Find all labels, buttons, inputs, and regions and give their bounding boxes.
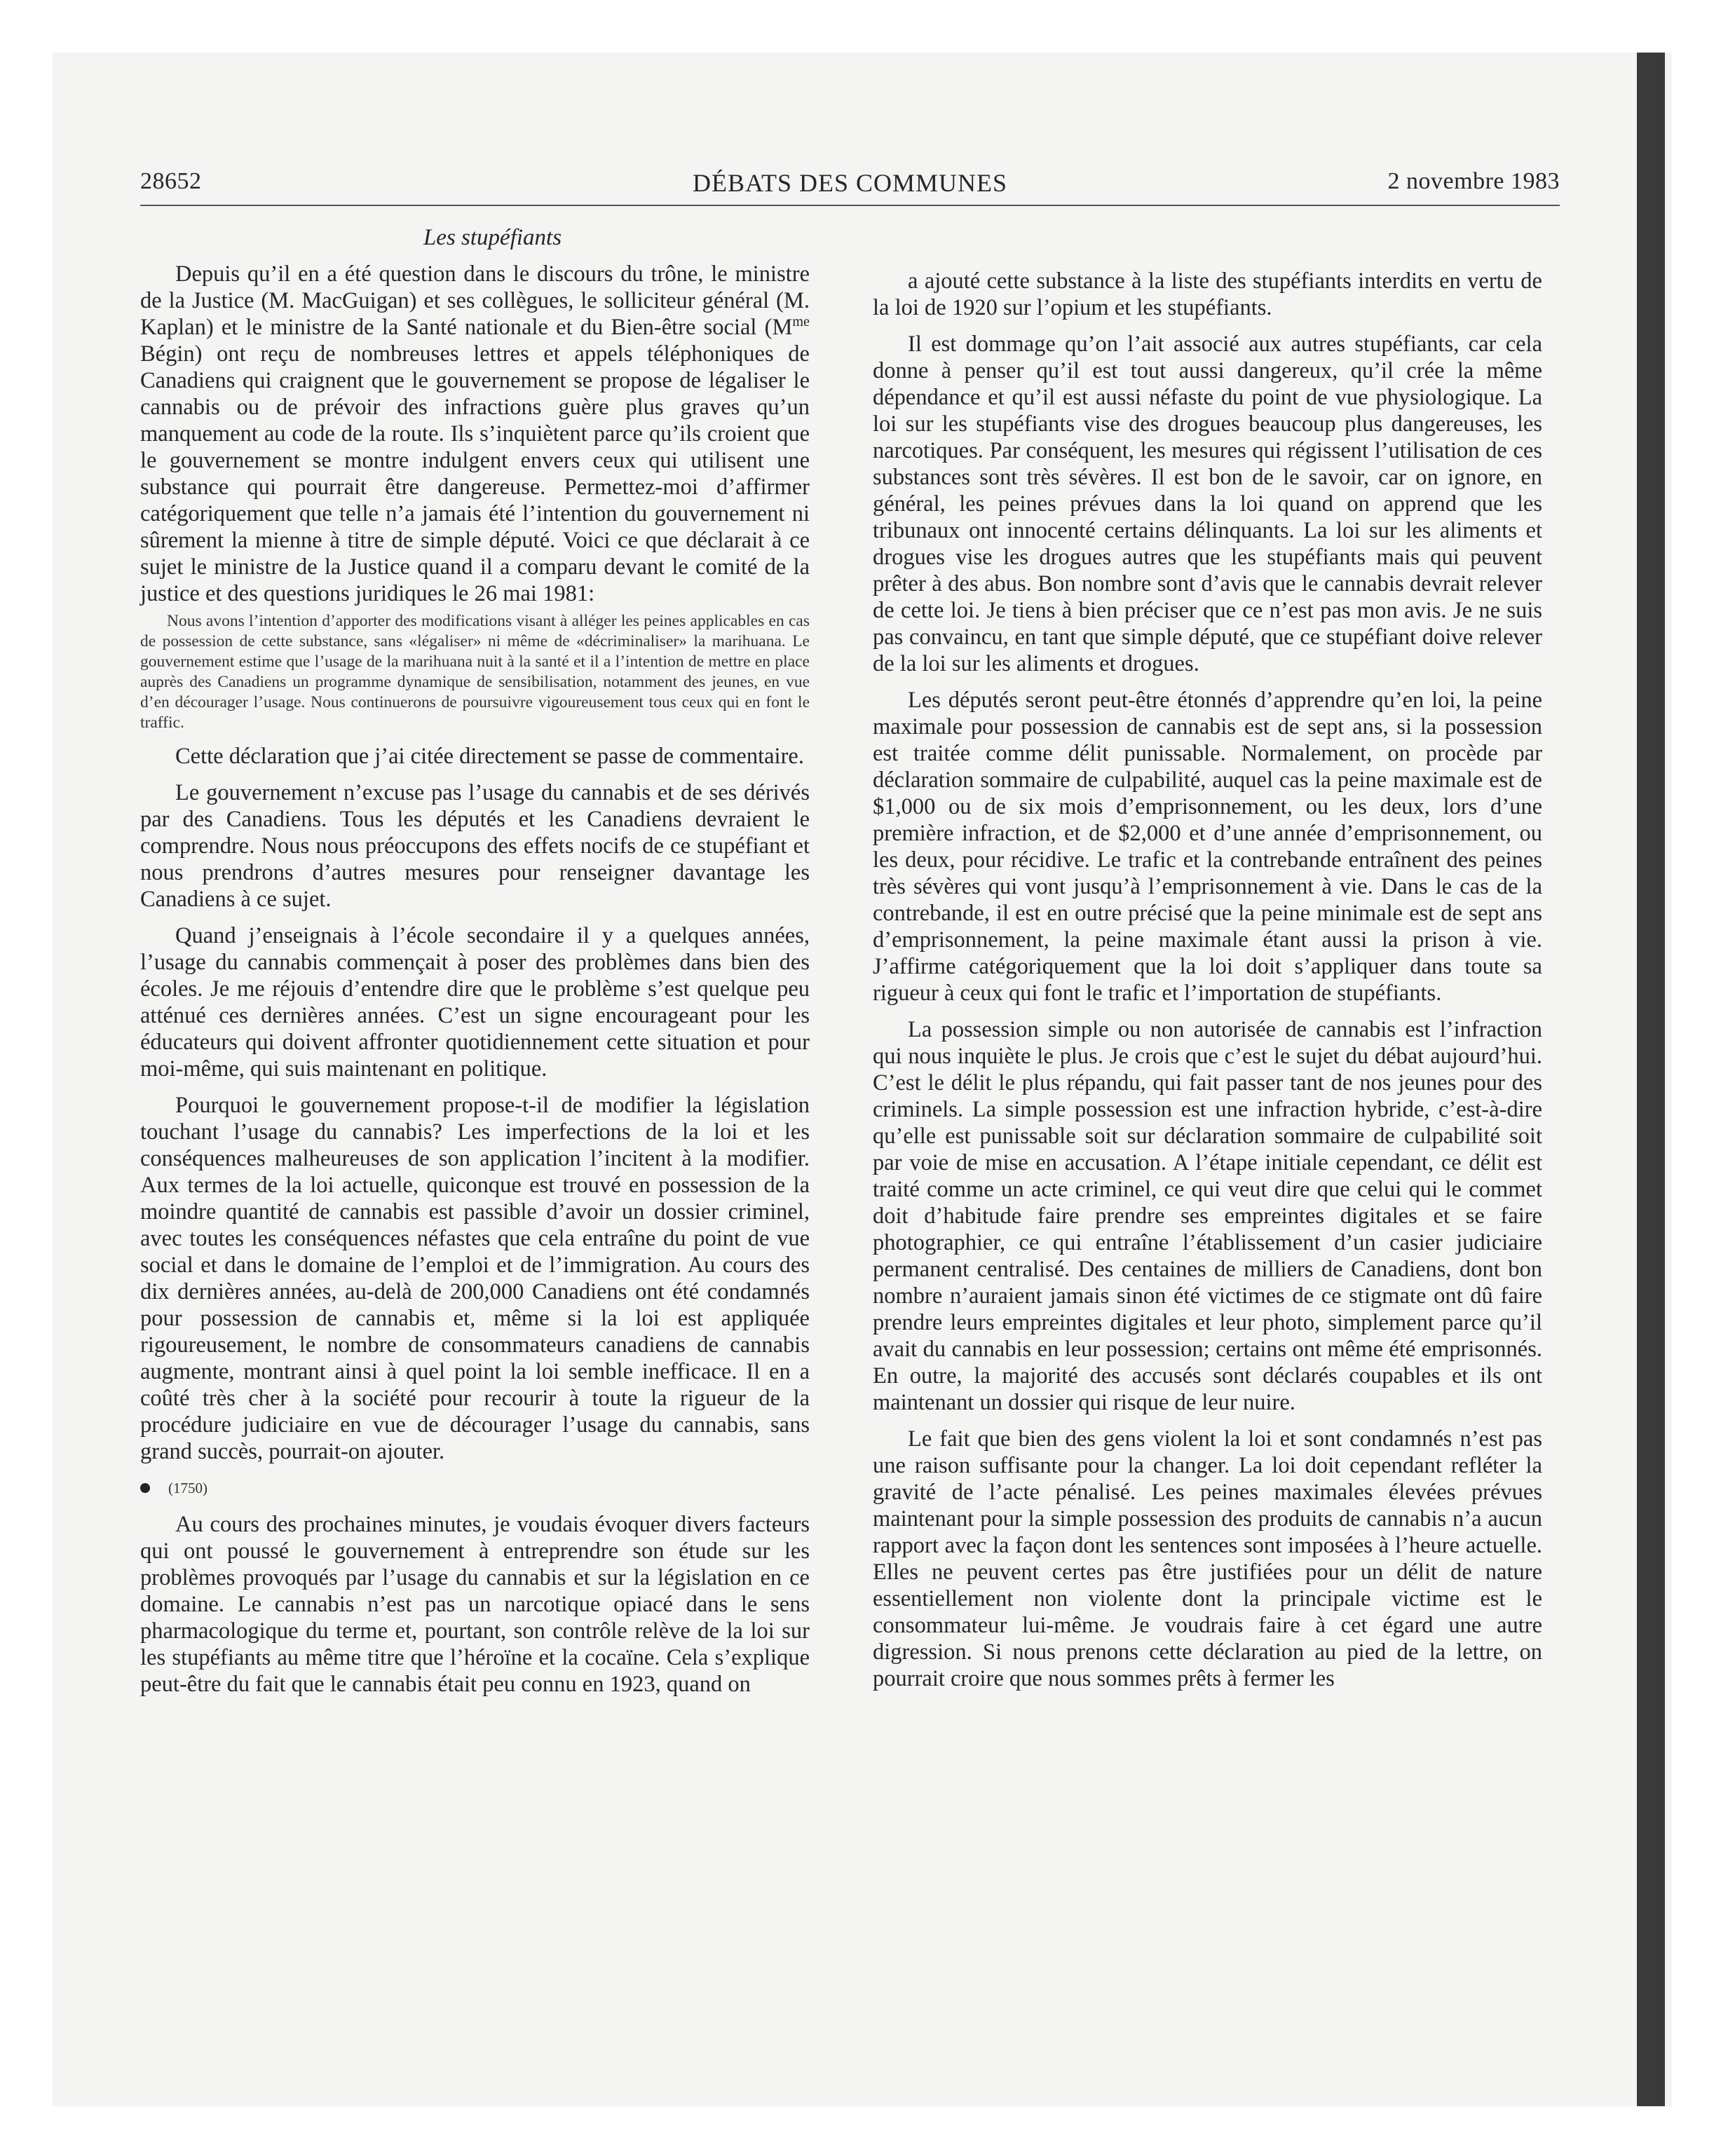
- page-header: [140, 168, 1560, 202]
- paragraph-text: Depuis qu’il en a été question dans le discours du trône, le ministre de la Justice (M. MacGuigan) et ses collègues, le solliciteur général (M. Kaplan) et le ministre de la Santé nationale et du Bien-être social (M: [140, 261, 810, 340]
- superscript: me: [792, 314, 810, 330]
- paragraph: a ajouté cette substance à la liste des stupéfiants interdits en vertu de la loi de 1920 sur l’opium et les stupéfiants.: [873, 268, 1542, 320]
- paragraph: Pourquoi le gouvernement propose-t-il de modifier la législation touchant l’usage du cannabis? Les imperfections de la loi et les conséquences malheureuses de son application l’incitent à la modifier. Aux termes de la loi actuelle, quiconque est trouvé en possession de la moindre quantité de cannabis est passible d’avoir un dossier criminel, avec toutes les conséquences néfastes que cela entraîne du point de vue social et dans le domaine de l’emploi et de l’immigration. Au cours des dix dernières années, au-delà de 200,000 Canadiens ont été condamnés pour possession de cannabis et, même si la loi est appliquée rigoureusement, le nombre de consommateurs canadiens de cannabis augmente, montrant ainsi à quel point la loi semble inefficace. Il en a coûté très cher à la société pour recourir à toute la rigueur de la procédure judiciaire en vue de décourager l’usage du cannabis, sans grand succès, pourrait-on ajouter.: [140, 1093, 810, 1464]
- paragraph: Quand j’enseignais à l’école secondaire il y a quelques années, l’usage du cannabis commençait à poser des problèmes dans bien des écoles. Je me réjouis d’entendre dire que le problème s’est quelque peu atténué ces dernières années. C’est un signe encourageant pour les éducateurs qui doivent affronter quotidiennement cette situation et pour moi-même, qui suis maintenant en politique.: [140, 923, 810, 1082]
- section-title: Les stupéfiants: [423, 225, 562, 250]
- paragraph: Le gouvernement n’excuse pas l’usage du cannabis et de ses dérivés par des Canadiens. Tous les députés et les Canadiens devraient le comprendre. Nous nous préoccupons des effets nocifs de ce stupéfiant et nous prendrons d’autres mesures pour renseigner davantage les Canadiens à ce sujet.: [140, 780, 810, 912]
- paragraph: Cette déclaration que j’ai citée directement se passe de commentaire.: [175, 744, 804, 769]
- paragraph: Il est dommage qu’on l’ait associé aux autres stupéfiants, car cela donne à penser qu’il est tout aussi dangereux, qu’il crée la même dépendance et qu’il est aussi néfaste du point de vue physiologique. La loi sur les stupéfiants vise des drogues beaucoup plus dangereuses, les narcotiques. Par conséquent, les mesures qui régissent l’utilisation de ces substances sont très sévères. Il est bon de le savoir, car on ignore, en général, les peines prévues dans la loi quand on apprend que les tribunaux ont innocenté certains délinquants. La loi sur les aliments et drogues vise les drogues autres que les stupéfiants mais qui peuvent prêter à des abus. Bon nombre sont d’avis que le cannabis devrait relever de cette loi. Je tiens à bien préciser que ce n’est pas mon avis. Je ne suis pas convaincu, en tant que simple député, que ce stupéfiant doive relever de la loi sur les aliments et drogues.: [873, 332, 1542, 676]
- right-column: [873, 268, 1542, 1702]
- publication-title: DÉBATS DES COMMUNES: [692, 169, 1008, 197]
- scan-edge-bar: [1637, 53, 1665, 2106]
- page-number: 28652: [140, 168, 202, 194]
- paragraph: Le fait que bien des gens violent la loi et sont condamnés n’est pas une raison suffisante pour la changer. La loi doit cependant refléter la gravité de l’acte pénalisé. Les peines maximales élevées prévues maintenant pour la simple possession des produits de cannabis n’a aucun rapport avec la façon dont les sentences sont imposées à l’heure actuelle. Elles ne peuvent certes pas être justifiées pour un délit de nature essentiellement non violente dont la principale victime est le consommateur lui-même. Je voudrais faire à cet égard une autre digression. Si nous prenons cette déclaration au pied de la lettre, on pourrait croire que nous sommes prêts à fermer les: [873, 1426, 1542, 1691]
- block-quote: Nous avons l’intention d’apporter des modifications visant à alléger les peines applicables en cas de possession de cette substance, sans «légaliser» ni même de «décriminaliser» la marihuana. Le gouvernement estime que l’usage de la marihuana nuit à la santé et il a l’intention de mettre en place auprès des Canadiens un programme dynamique de sensibilisation, notamment des jeunes, en vue d’en décourager l’usage. Nous continuerons de poursuivre vigoureusement tous ceux qui en font le traffic.: [140, 612, 810, 732]
- paragraph: Les députés seront peut-être étonnés d’apprendre qu’en loi, la peine maximale pour possession de cannabis est de sept ans, si la possession est traitée comme délit punissable. Normalement, on procède par déclaration sommaire de culpabilité, auquel cas la peine maximale est de $1,000 ou de six mois d’emprisonnement, ou les deux, lors d’une première infraction, et de $2,000 et d’une année d’emprisonnement, ou les deux, pour récidive. Le trafic et la contrebande entraînent des peines très sévères qui vont jusqu’à l’emprisonnement à vie. Dans le cas de la contrebande, il est en outre précisé que la peine minimale est de sept ans d’emprisonnement, la peine maximale étant aussi la prison à vie. J’affirme catégoriquement que la loi doit s’appliquer dans toute sa rigueur à ceux qui font le trafic et l’importation de stupéfiants.: [873, 688, 1542, 1006]
- paragraph: Au cours des prochaines minutes, je voudais évoquer divers facteurs qui ont poussé le gouvernement à entreprendre son étude sur les problèmes provoqués par l’usage du cannabis et sur la législation en ce domaine. Le cannabis n’est pas un narcotique opiacé dans le sens pharmacologique du terme et, pourtant, son contrôle relève de la loi sur les stupéfiants au même titre que l’héroïne et la cocaïne. Cela s’explique peut-être du fait que le cannabis était peu connu en 1923, quand on: [140, 1512, 810, 1697]
- paragraph: [140, 261, 810, 607]
- header-rule: [140, 205, 1560, 206]
- time-marker: [140, 1475, 810, 1501]
- publication-date: 2 novembre 1983: [1387, 168, 1560, 194]
- paragraph-text: Bégin) ont reçu de nombreuses lettres et appels téléphoniques de Canadiens qui craignent que le gouvernement se propose de légaliser le cannabis ou de prévoir des infractions guère plus graves qu’un manquement au code de la route. Ils s’inquiètent parce qu’ils croient que le gouvernement se montre indulgent envers ceux qui utilisent une substance qui pourrait être dangereuse. Permettez-moi d’affirmer catégoriquement que telle n’a jamais été l’intention du gouvernement ni sûrement la mienne à titre de simple député. Voici ce que déclarait à ce sujet le ministre de la Justice quand il a comparu devant le comité de la justice et des questions juridiques le 26 mai 1981:: [140, 341, 810, 606]
- paragraph: La possession simple ou non autorisée de cannabis est l’infraction qui nous inquiète le plus. Je crois que c’est le sujet du débat aujourd’hui. C’est le délit le plus répandu, qui fait passer tant de nos jeunes pour des criminels. La simple possession est une infraction hybride, c’est-à-dire qu’elle est punissable soit sur déclaration sommaire de culpabilité soit par voie de mise en accusation. A l’étape initiale cependant, ce délit est traité comme un acte criminel, ce qui veut dire que celui qui le commet doit d’habitude faire prendre ses empreintes digitales et se faire photographier, ce qui entraîne l’établissement d’un casier judiciaire permanent centralisé. Des centaines de milliers de Canadiens, dont bon nombre n’auraient jamais sinon été victimes de ce stigmate ont dû faire prendre leurs empreintes digitales et leur photo, simplement parce qu’il avait du cannabis en leur possession; certains ont même été emprisonnés. En outre, la majorité des accusés sont déclarés coupables et ils ont maintenant un dossier qui risque de leur nuire.: [873, 1017, 1542, 1415]
- bullet-icon: [140, 1483, 150, 1493]
- left-column: [140, 224, 810, 1707]
- time-marker-text: (1750): [168, 1480, 207, 1496]
